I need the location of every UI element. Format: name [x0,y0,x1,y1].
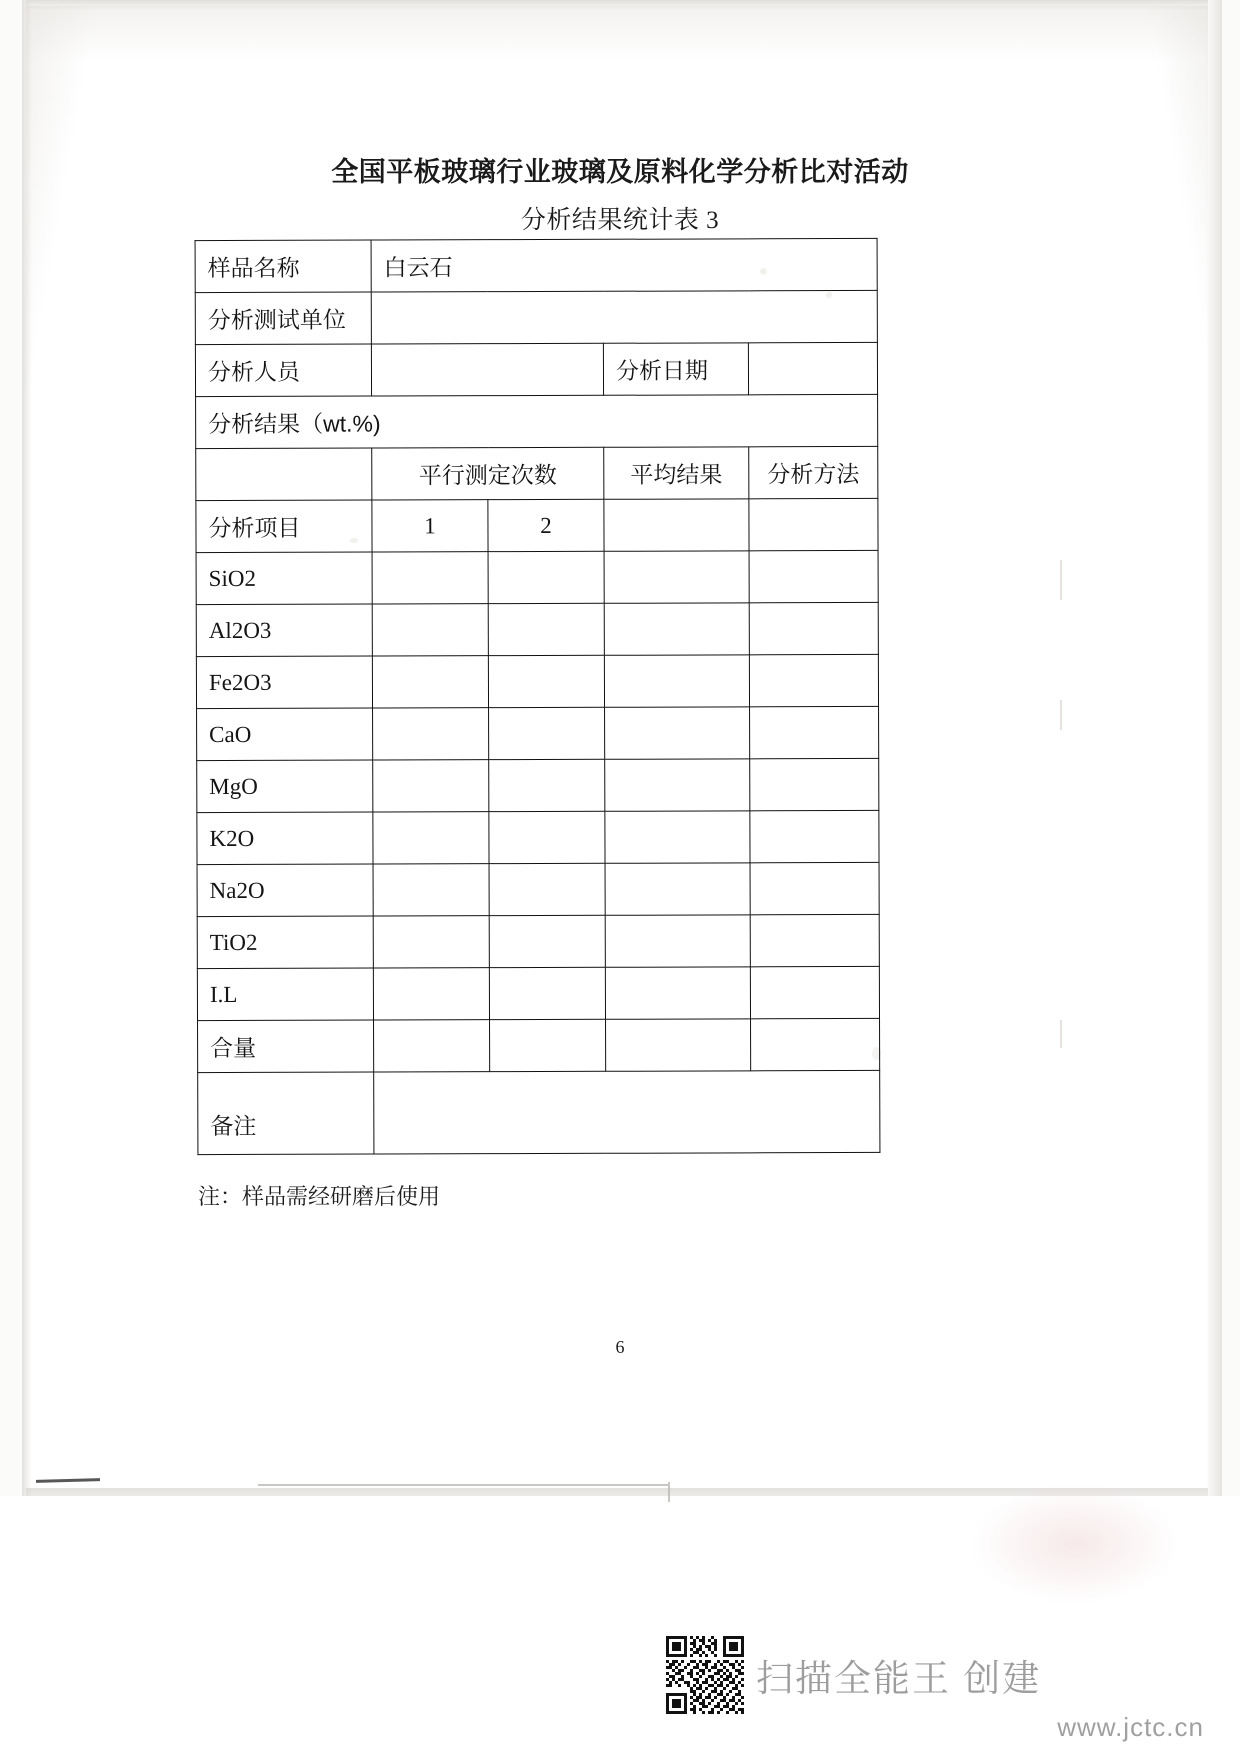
test-unit-value[interactable] [371,290,877,344]
analyte-method-value[interactable] [750,706,879,758]
scan-corner-mark [668,1482,670,1502]
table-row-results-section [196,394,878,448]
table-row [196,550,878,604]
page-number: 6 [615,1337,625,1357]
analyte-average-value[interactable] [604,603,749,655]
table-footnote: 注：样品需经研磨后使用 [198,1184,441,1209]
header-blank-cell [196,448,372,501]
analyte-run2-value[interactable] [488,603,604,655]
results-section-label: 分析结果（wt.%) [196,394,878,448]
total-run2-value[interactable] [490,1019,606,1071]
scan-crease-mark [1060,560,1062,600]
subheader-run-2: 2 [488,499,604,551]
header-parallel-runs: 平行测定次数 [372,447,604,500]
table-row-test-unit [195,290,877,344]
analyte-label: CaO [197,708,373,761]
table-row [196,654,878,708]
table-row [197,810,879,864]
analyte-method-value[interactable] [750,966,879,1018]
analyte-run2-value[interactable] [489,967,605,1019]
analyte-average-value[interactable] [605,863,750,915]
sample-name-label: 样品名称 [195,240,371,293]
analyte-method-value[interactable] [750,914,879,966]
scan-crease-mark [1060,700,1062,730]
scanner-watermark-footer [0,1604,1240,1754]
analysis-form-table-wrapper [195,238,880,1155]
analyte-run1-value[interactable] [373,916,489,968]
analyst-label: 分析人员 [195,344,371,397]
analyte-run2-value[interactable] [489,707,605,759]
table-row [196,602,878,656]
analyte-average-value[interactable] [605,967,750,1019]
analyte-run1-value[interactable] [373,968,489,1020]
analyte-run2-value[interactable] [488,655,604,707]
qr-code-icon [666,1636,744,1714]
scan-color-tint [970,1484,1180,1604]
analyte-average-value[interactable] [605,811,750,863]
subheader-item-label: 分析项目 [196,500,372,553]
watermark-label: 扫描全能王 创建 [756,1658,1042,1699]
analyte-label: Na2O [197,864,373,917]
table-row [197,914,879,968]
table-row-total [198,1018,880,1072]
table-row [197,966,879,1020]
remarks-label-text: 备注 [210,1112,257,1140]
subheader-average-cell [604,499,749,551]
analyte-run1-value[interactable] [373,760,489,812]
analyte-method-value[interactable] [750,758,879,810]
document-title: 全国平板玻璃行业玻璃及原料化学分析比对活动 [331,157,909,187]
table-row [197,758,879,812]
analyte-method-value[interactable] [750,810,879,862]
analyte-run2-value[interactable] [488,551,604,603]
total-average-value[interactable] [606,1019,751,1071]
table-row-column-header [196,446,878,500]
analyte-label: Al2O3 [196,604,372,657]
analyte-average-value[interactable] [605,707,750,759]
analysis-date-label: 分析日期 [603,343,748,395]
table-row-remarks [198,1070,880,1154]
analyte-method-value[interactable] [749,602,878,654]
analyte-label: Fe2O3 [196,656,372,709]
analyte-method-value[interactable] [749,550,878,602]
analyte-run2-value[interactable] [489,811,605,863]
total-method-value[interactable] [751,1018,880,1070]
header-average-result: 平均结果 [604,447,749,499]
analyte-run1-value[interactable] [372,604,488,656]
analyte-label: SiO2 [196,552,372,605]
watermark-url: www.jctc.cn [1057,1712,1204,1742]
analyte-run2-value[interactable] [489,863,605,915]
subheader-method-cell [749,498,878,550]
analysis-form-table [195,238,881,1155]
analyte-label: I.L [197,968,373,1021]
analyte-run1-value[interactable] [373,708,489,760]
analyte-label: K2O [197,812,373,865]
table-row-analyst [195,342,877,396]
remarks-label [198,1072,374,1155]
analyte-label: MgO [197,760,373,813]
sample-name-value[interactable]: 白云石 [371,238,877,292]
analyte-run1-value[interactable] [373,864,489,916]
analyte-method-value[interactable] [750,862,879,914]
subheader-run-1: 1 [372,500,488,552]
table-row [197,862,879,916]
analyte-method-value[interactable] [749,654,878,706]
header-analysis-method: 分析方法 [749,446,878,498]
analyte-average-value[interactable] [604,655,749,707]
document-subtitle: 分析结果统计表 3 [520,207,720,234]
analyte-run2-value[interactable] [489,759,605,811]
paper-edge-top [26,0,1208,10]
analyte-run1-value[interactable] [372,552,488,604]
analyte-average-value[interactable] [605,915,750,967]
total-label: 合量 [198,1020,374,1073]
analyte-average-value[interactable] [605,759,750,811]
remarks-value[interactable] [374,1070,880,1154]
scan-corner-mark [258,1484,668,1486]
table-row [197,706,879,760]
analyte-run2-value[interactable] [489,915,605,967]
total-run1-value[interactable] [374,1020,490,1072]
table-row-subheader [196,498,878,552]
analyst-value[interactable] [371,343,603,396]
analyte-average-value[interactable] [604,551,749,603]
analyte-run1-value[interactable] [373,812,489,864]
scan-crease-mark [1060,1020,1062,1048]
test-unit-label: 分析测试单位 [195,292,371,345]
analyte-label: TiO2 [197,916,373,969]
table-row-sample-name [195,238,877,292]
analysis-date-value[interactable] [748,342,877,394]
analyte-run1-value[interactable] [372,656,488,708]
